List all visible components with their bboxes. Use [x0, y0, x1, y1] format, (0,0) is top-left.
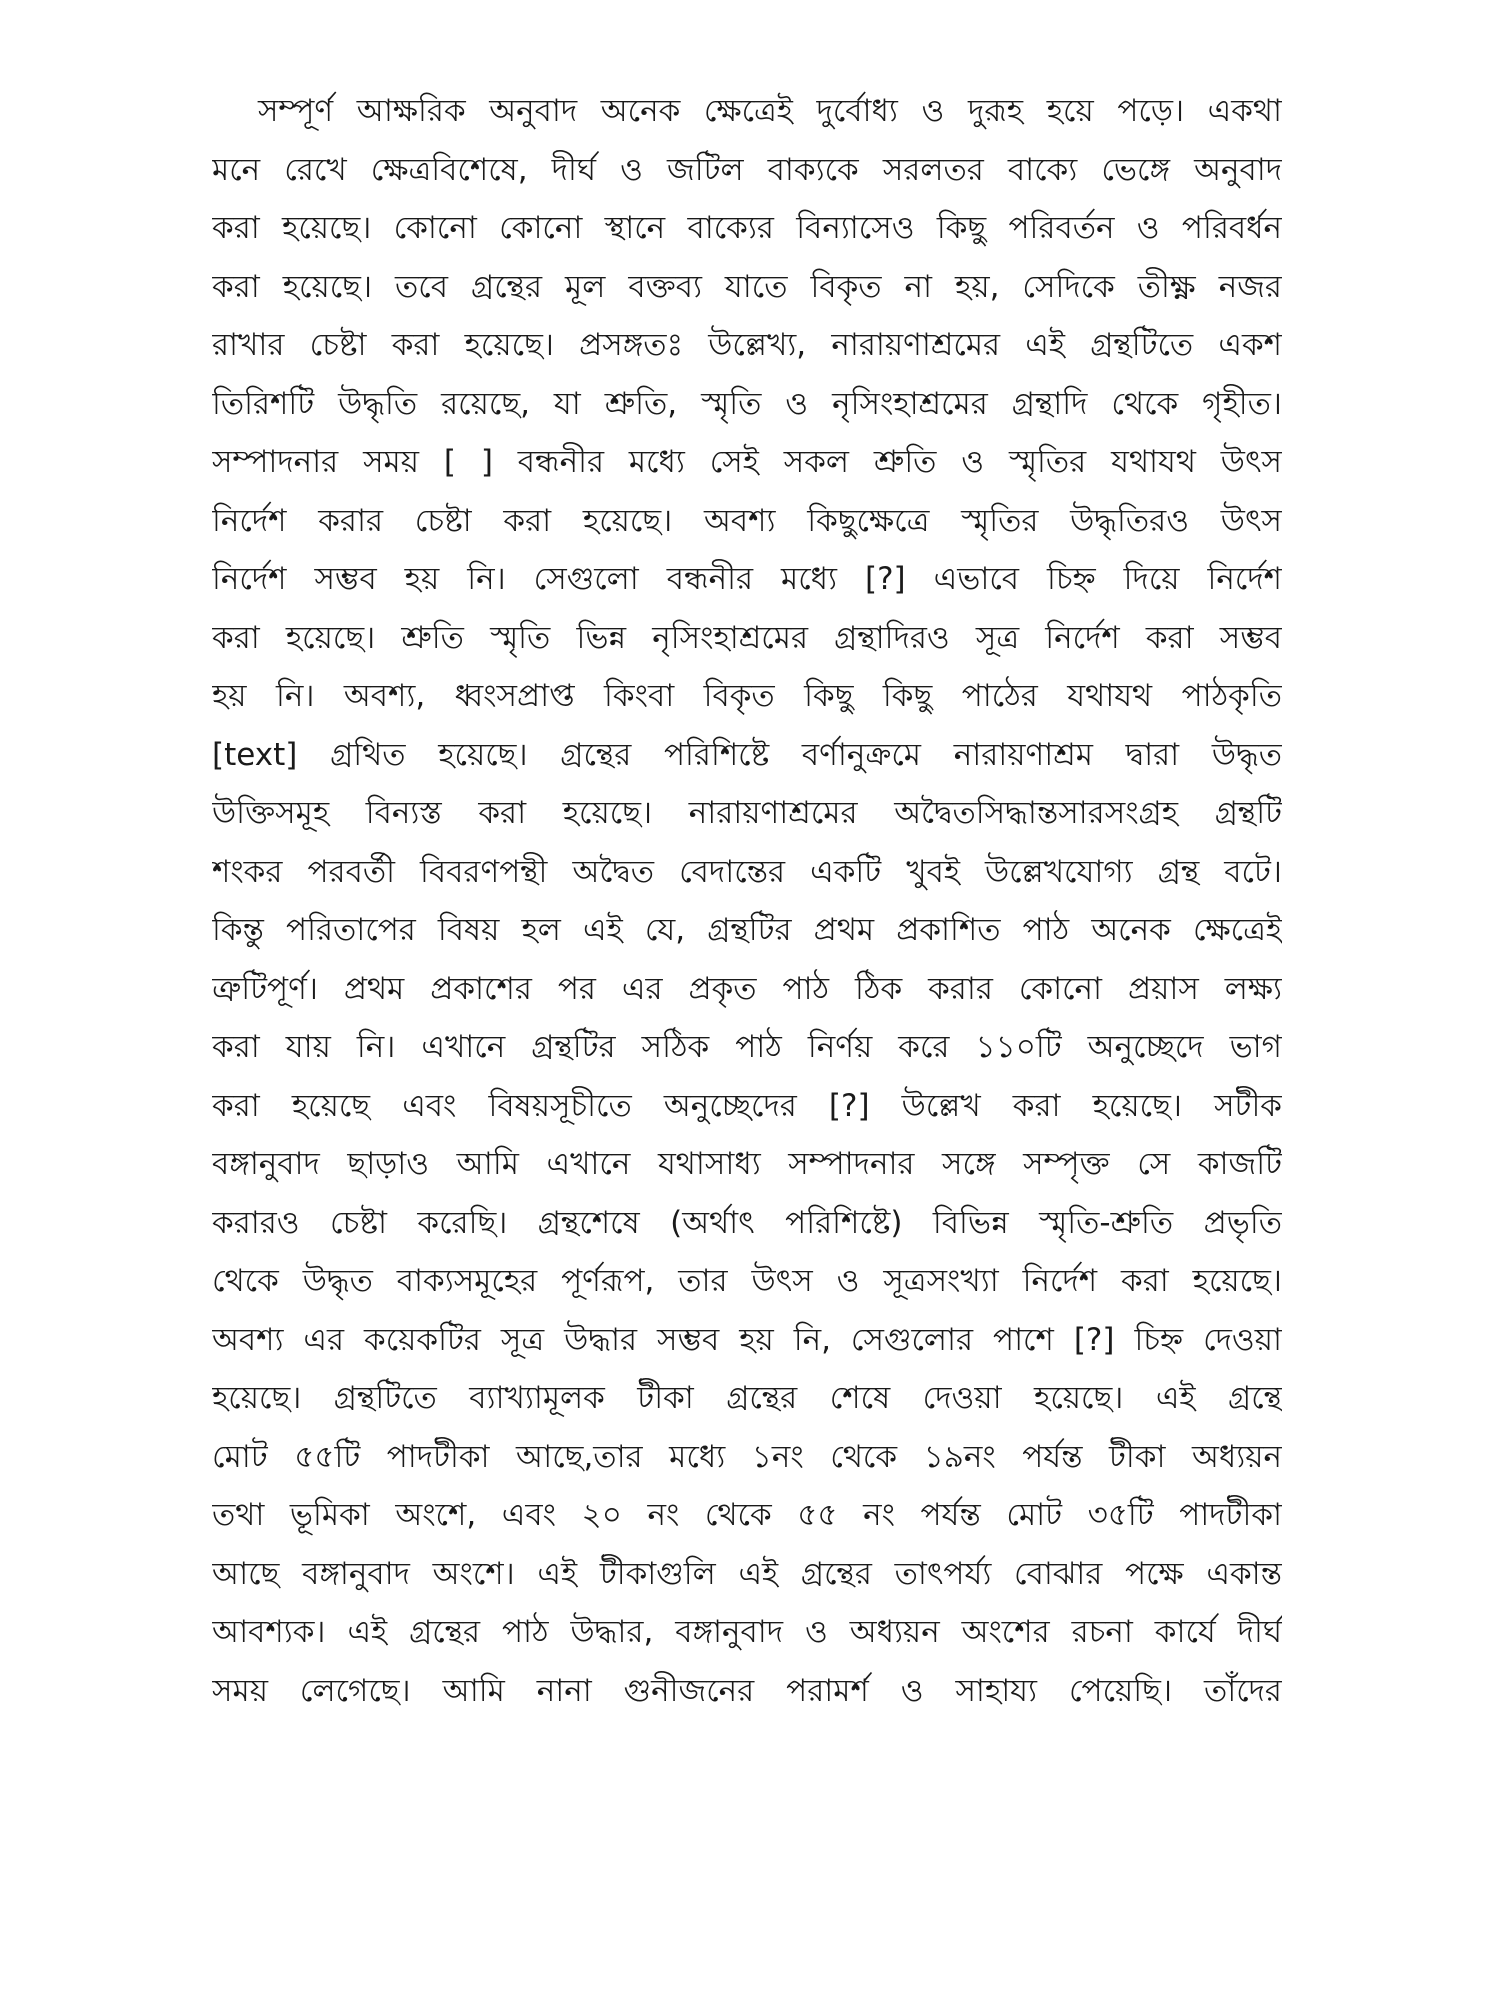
text-line: রাখার চেষ্টা করা হয়েছে। প্রসঙ্গতঃ উল্লেখ্য, নারায়ণাশ্রমের এই গ্রন্থটিতে একশ [212, 327, 1282, 363]
text-line: উক্তিসমূহ বিন্যস্ত করা হয়েছে। নারায়ণাশ্রমের অদ্বৈতসিদ্ধান্তসারসংগ্রহ গ্রন্থটি [212, 795, 1282, 831]
text-line: ত্রুটিপূর্ণ। প্রথম প্রকাশের পর এর প্রকৃত পাঠ ঠিক করার কোনো প্রয়াস লক্ষ্য [212, 970, 1282, 1007]
text-line: সম্পাদনার সময় [ ] বন্ধনীর মধ্যে সেই সকল শ্রুতি ও স্মৃতির যথাযথ উৎস [212, 444, 1282, 480]
text-line: তিরিশটি উদ্ধৃতি রয়েছে, যা শ্রুতি, স্মৃতি ও নৃসিংহাশ্রমের গ্রন্থাদি থেকে গৃহীত। [212, 385, 1282, 422]
text-line: নির্দেশ সম্ভব হয় নি। সেগুলো বন্ধনীর মধ্যে [?] এভাবে চিহ্ন দিয়ে নির্দেশ [212, 561, 1282, 597]
text-line: করা হয়েছে। শ্রুতি স্মৃতি ভিন্ন নৃসিংহাশ্রমের গ্রন্থাদিরও সূত্র নির্দেশ করা সম্ভব [212, 619, 1282, 656]
text-line: অবশ্য এর কয়েকটির সূত্র উদ্ধার সম্ভব হয় নি, সেগুলোর পাশে [?] চিহ্ন দেওয়া [212, 1321, 1282, 1358]
text-line: হয়েছে। গ্রন্থটিতে ব্যাখ্যামূলক টীকা গ্রন্থের শেষে দেওয়া হয়েছে। এই গ্রন্থে [212, 1380, 1282, 1416]
text-line: সময় লেগেছে। আমি নানা গুনীজনের পরামর্শ ও সাহায্য পেয়েছি। তাঁদের [212, 1672, 1282, 1709]
text-line: কিন্তু পরিতাপের বিষয় হল এই যে, গ্রন্থটির প্রথম প্রকাশিত পাঠ অনেক ক্ষেত্রেই [212, 912, 1282, 948]
body-paragraph [212, 82, 1282, 1720]
text-line: করা হয়েছে এবং বিষয়সূচীতে অনুচ্ছেদের [?] উল্লেখ করা হয়েছে। সটীক [212, 1087, 1282, 1124]
text-line: [text] গ্রথিত হয়েছে। গ্রন্থের পরিশিষ্টে বর্ণানুক্রমে নারায়ণাশ্রম দ্বারা উদ্ধৃত [212, 736, 1282, 773]
text-line: তথা ভূমিকা অংশে, এবং ২০ নং থেকে ৫৫ নং পর্যন্ত মোট ৩৫টি পাদটীকা [212, 1497, 1282, 1533]
text-line: সম্পূর্ণ আক্ষরিক অনুবাদ অনেক ক্ষেত্রেই দুর্বোধ্য ও দুরূহ হয়ে পড়ে। একথা [258, 93, 1282, 129]
text-line: করারও চেষ্টা করেছি। গ্রন্থশেষে (অর্থাৎ পরিশিষ্টে) বিভিন্ন স্মৃতি-শ্রুতি প্রভৃতি [212, 1204, 1282, 1241]
text-line: করা হয়েছে। তবে গ্রন্থের মূল বক্তব্য যাতে বিকৃত না হয়, সেদিকে তীক্ষ্ণ নজর [212, 268, 1282, 305]
text-line: হয় নি। অবশ্য, ধ্বংসপ্রাপ্ত কিংবা বিকৃত কিছু কিছু পাঠের যথাযথ পাঠকৃতি [212, 678, 1282, 714]
text-line: নির্দেশ করার চেষ্টা করা হয়েছে। অবশ্য কিছুক্ষেত্রে স্মৃতির উদ্ধৃতিরও উৎস [212, 502, 1282, 539]
text-line: থেকে উদ্ধৃত বাক্যসমূহের পূর্ণরূপ, তার উৎস ও সূত্রসংখ্যা নির্দেশ করা হয়েছে। [212, 1263, 1282, 1299]
text-line: বঙ্গানুবাদ ছাড়াও আমি এখানে যথাসাধ্য সম্পাদনার সঙ্গে সম্পৃক্ত সে কাজটি [212, 1146, 1282, 1182]
text-line: মনে রেখে ক্ষেত্রবিশেষে, দীর্ঘ ও জটিল বাক্যকে সরলতর বাক্যে ভেঙ্গে অনুবাদ [212, 151, 1282, 188]
text-line: আছে বঙ্গানুবাদ অংশে। এই টীকাগুলি এই গ্রন্থের তাৎপর্য্য বোঝার পক্ষে একান্ত [212, 1555, 1282, 1592]
text-line: করা যায় নি। এখানে গ্রন্থটির সঠিক পাঠ নির্ণয় করে ১১০টি অনুচ্ছেদে ভাগ [212, 1029, 1282, 1065]
text-line: শংকর পরবর্তী বিবরণপন্থী অদ্বৈত বেদান্তের একটি খুবই উল্লেখযোগ্য গ্রন্থ বটে। [212, 853, 1282, 890]
text-line: আবশ্যক। এই গ্রন্থের পাঠ উদ্ধার, বঙ্গানুবাদ ও অধ্যয়ন অংশের রচনা কার্যে দীর্ঘ [212, 1614, 1282, 1650]
text-line: করা হয়েছে। কোনো কোনো স্থানে বাক্যের বিন্যাসেও কিছু পরিবর্তন ও পরিবর্ধন [212, 210, 1282, 246]
text-line: মোট ৫৫টি পাদটীকা আছে,তার মধ্যে ১নং থেকে ১৯নং পর্যন্ত টীকা অধ্যয়ন [212, 1438, 1282, 1475]
